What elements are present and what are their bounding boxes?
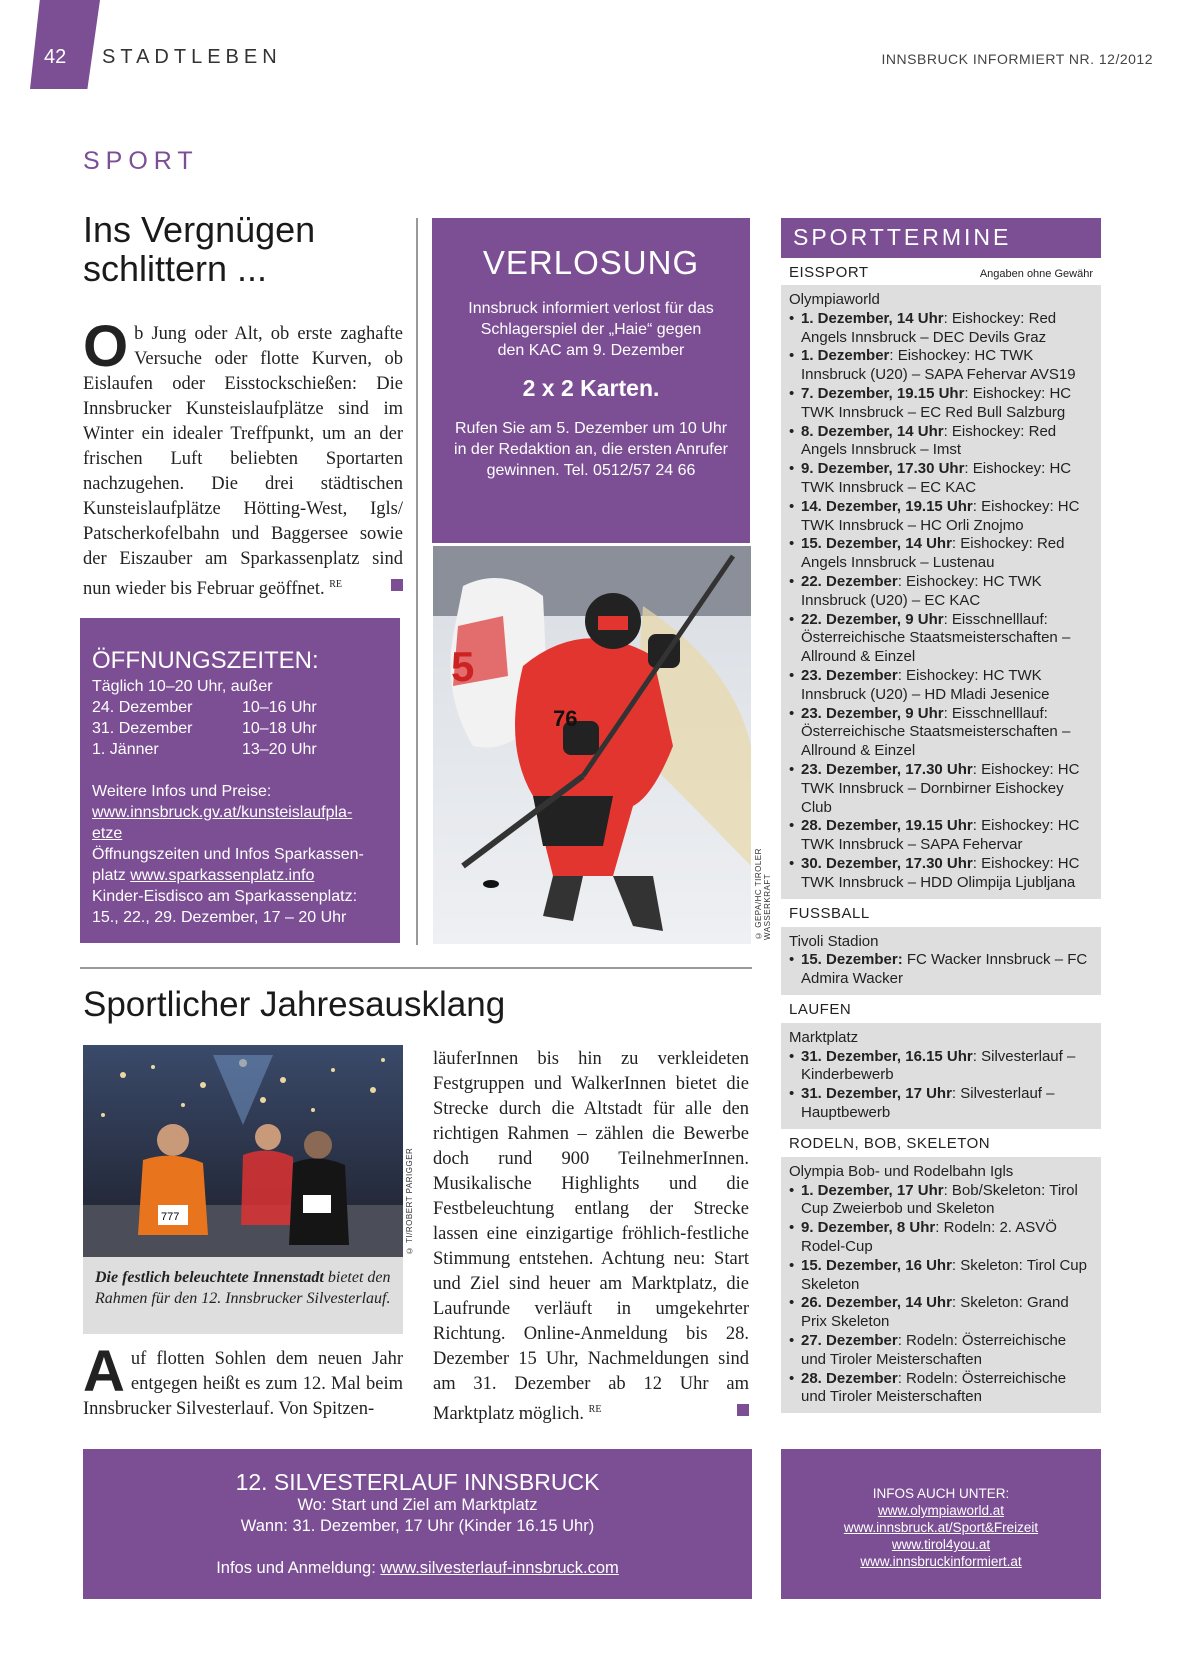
hockey-photo-credit: © GEPA/HC TIROLER WASSERKRAFT (754, 848, 772, 940)
article2-col2 (433, 1047, 749, 1427)
article2-text1: uf flotten Sohlen dem neuen Jahr entgegen heißt es zum 12. Mal beim Innsbrucker Silvesterlauf. Von Spitzen- (83, 1349, 403, 1419)
run-illustration (83, 1045, 403, 1257)
jersey-number: 76 (553, 706, 578, 731)
infos-title: INFOS AUCH UNTER: (872, 1486, 1010, 1501)
list-item: • 7. Dezember, 19.15 Uhr: Eishockey: HC TWK Innsbruck – EC Red Bull Salzburg (789, 385, 1093, 423)
olympiaworld-link[interactable]: www.olympiaworld.at (877, 1503, 1005, 1518)
article1-author: RE (329, 579, 343, 590)
hockey-illustration (433, 546, 751, 944)
article1-headline: Ins Vergnügen schlittern ... (83, 209, 316, 289)
sparkassen-link[interactable]: www.sparkassenplatz.info (130, 867, 315, 884)
row-time: 13–20 Uhr (242, 741, 317, 758)
silvesterlauf-when: Wann: 31. Dezember, 17 Uhr (Kinder 16.15 Uhr) (240, 1517, 595, 1535)
row-date: 24. Dezember (92, 699, 193, 716)
back-jersey-number: 5 (451, 643, 475, 690)
article1-body (83, 314, 403, 602)
silvesterlauf-box (83, 1449, 752, 1599)
category-eissport: EISSPORT (789, 264, 869, 281)
article2-author: RE (588, 1404, 602, 1415)
section-title: STADTLEBEN (102, 46, 282, 68)
raffle-text: Innsbruck informiert verlost für das Schlagerspiel der „Haie“ gegen den KAC am 9. Dezember (468, 300, 714, 359)
bib-number: 777 (161, 1211, 180, 1223)
venue: Olympiaworld (789, 291, 880, 308)
eisdisco-text: Kinder-Eisdisco am Sparkassenplatz: 15., 22., 29. Dezember, 17 – 20 Uhr (92, 888, 358, 926)
article1-text: b Jung oder Alt, ob erste zaghafte Versuche oder flotte Kurven, ob Eislaufen oder Eisstockschießen: Die Innsbrucker Kunsteislaufplätze sind im Winter ein idealer Treffpunkt, um an der frischen Luft beliebten Sportarten nachzugehen. Die drei städtischen Kunsteislaufplätze Hötting-West, Igls/ Patscherkofelbahn und Baggersee sowie der Eiszauber am Sparkassenplatz sind nun wieder bis Februar geöffnet. (83, 324, 403, 600)
list-item: • 9. Dezember, 8 Uhr: Rodeln: 2. ASVÖ Rodel-Cup (789, 1219, 1093, 1257)
silvesterlauf-info-label: Infos und Anmeldung: (216, 1559, 381, 1577)
list-item: • 1. Dezember, 17 Uhr: Bob/Skeleton: Tirol Cup Zweierbob und Skeleton (789, 1182, 1093, 1220)
category-rodeln: RODELN, BOB, SKELETON (789, 1134, 991, 1152)
list-item: • 23. Dezember, 17.30 Uhr: Eishockey: HC TWK Innsbruck – Dornbirner Eishockey Club (789, 761, 1093, 817)
run-photo-credit: © TI/ROBERT PARIGGER (405, 1147, 414, 1255)
sporttermine-header: SPORTTERMINE (781, 218, 1101, 258)
end-mark (737, 1404, 749, 1416)
section-divider (80, 967, 752, 969)
more-info-label: Weitere Infos und Preise: (92, 783, 272, 800)
opening-hours-row (92, 718, 388, 739)
caption-bold: Die festlich beleuchtete Innenstadt (95, 1269, 324, 1286)
innsbruck-sport-link[interactable]: www.innsbruck.at/Sport&Freizeit (843, 1520, 1039, 1535)
list-item: • 22. Dezember: Eishockey: HC TWK Innsbruck (U20) – EC KAC (789, 573, 1093, 611)
article2-text2: läuferInnen bis hin zu verkleideten Festgruppen und WalkerInnen bietet die Strecke durch die Altstadt für alle den richtigen Rahmen – zählen die Bewerbe doch rund 900 TeilnehmerInnen. Musikalische Highlights und die Festbeleuchtung entlang der Strecke lassen eine einzigartige fröhlich-festliche Stimmung entstehen. Achtung neu: Start und Ziel sind heuer am Marktplatz, die Laufrunde verläuft in umgekehrter Richtung. Online-Anmeldung bis 28. Dezember 15 Uhr, Nachmeldungen sind am 31. Dezember ab 12 Uhr am Marktplatz möglich. (433, 1049, 749, 1425)
list-item: • 23. Dezember: Eishockey: HC TWK Innsbruck (U20) – HD Mladi Jesenice (789, 667, 1093, 705)
venue: Olympia Bob- und Rodelbahn Igls (789, 1162, 1014, 1180)
page-number-tab (30, 0, 100, 89)
list-item: • 9. Dezember, 17.30 Uhr: Eishockey: HC TWK Innsbruck – EC KAC (789, 460, 1093, 498)
list-item: • 1. Dezember, 14 Uhr: Eishockey: Red Angels Innsbruck – DEC Devils Graz (789, 310, 1093, 348)
raffle-box (432, 218, 750, 543)
list-item: • 27. Dezember: Rodeln: Österreichische und Tiroler Meisterschaften (789, 1332, 1093, 1370)
list-item: • 1. Dezember: Eishockey: HC TWK Innsbruck (U20) – SAPA Fehervar AVS19 (789, 347, 1093, 385)
article2-dropcap: A (83, 1339, 125, 1404)
venue: Marktplatz (789, 1028, 859, 1046)
category-laufen: LAUFEN (789, 1000, 852, 1018)
silvesterlauf-where: Wo: Start und Ziel am Marktplatz (297, 1496, 538, 1514)
silvesterlauf-title: 12. SILVESTERLAUF INNSBRUCK (235, 1469, 600, 1495)
list-item: • 22. Dezember, 9 Uhr: Eisschnelllauf: Österreichische Staatsmeisterschaften – Allround & Einzel (789, 611, 1093, 667)
row-time: 10–16 Uhr (242, 699, 317, 716)
eissport-box (781, 285, 1101, 899)
category-fussball: FUSSBALL (789, 904, 870, 922)
end-mark (391, 579, 403, 591)
laufen-box (781, 1023, 1101, 1129)
silvesterlauf-link[interactable]: www.silvesterlauf-innsbruck.com (380, 1559, 619, 1577)
list-item: • 23. Dezember, 9 Uhr: Eisschnelllauf: Österreichische Staatsmeisterschaften – Allround & Einzel (789, 705, 1093, 761)
hockey-photo (433, 546, 751, 944)
sparkassen-label: Öffnungszeiten und Infos Sparkassen-platz (92, 846, 364, 884)
list-item: • 14. Dezember, 19.15 Uhr: Eishockey: HC TWK Innsbruck – HC Orli Znojmo (789, 498, 1093, 536)
article2-headline: Sportlicher Jahresausklang (83, 985, 506, 1024)
innsbruckinformiert-link[interactable]: www.innsbruckinformiert.at (860, 1554, 1022, 1569)
page-number: 42 (44, 46, 67, 68)
list-item: • 15. Dezember, 16 Uhr: Skeleton: Tirol Cup Skeleton (789, 1257, 1093, 1295)
fussball-list (789, 951, 1093, 989)
list-item: • 26. Dezember, 14 Uhr: Skeleton: Grand Prix Skeleton (789, 1294, 1093, 1332)
rodeln-box (781, 1157, 1101, 1413)
sport-kicker: SPORT (83, 147, 199, 175)
kunsteislauf-link[interactable]: www.innsbruck.gv.at/kunsteislaufpla-etze (92, 804, 353, 842)
list-item: • 30. Dezember, 17.30 Uhr: Eishockey: HC TWK Innsbruck – HDD Olimpija Ljubljana (789, 855, 1093, 893)
article2-col1 (83, 1339, 403, 1422)
row-time: 10–18 Uhr (242, 720, 317, 737)
list-item: • 28. Dezember: Rodeln: Österreichische und Tiroler Meisterschaften (789, 1370, 1093, 1408)
article1-dropcap: O (83, 314, 129, 379)
raffle-call: Rufen Sie am 5. Dezember um 10 Uhr in der Redaktion an, die ersten Anrufer gewinnen. Tel. 0512/57 24 66 (454, 420, 728, 479)
run-photo-caption (83, 1257, 403, 1334)
infos-box (781, 1449, 1101, 1599)
list-item: • 8. Dezember, 14 Uhr: Eishockey: Red Angels Innsbruck – Imst (789, 423, 1093, 461)
raffle-prize: 2 x 2 Karten. (522, 375, 660, 401)
fussball-box (781, 927, 1101, 995)
run-photo (83, 1045, 403, 1257)
caption-text: bietet den Rahmen für den 12. Innsbrucker Silvesterlauf. (95, 1269, 391, 1307)
list-item: • 31. Dezember, 16.15 Uhr: Silvesterlauf – Kinderbewerb (789, 1048, 1093, 1086)
opening-hours-intro: Täglich 10–20 Uhr, außer (92, 678, 273, 695)
rodeln-list (789, 1182, 1093, 1408)
opening-hours-box (80, 618, 400, 943)
row-date: 31. Dezember (92, 720, 193, 737)
opening-hours-row (92, 697, 388, 718)
laufen-list (789, 1048, 1093, 1123)
disclaimer: Angaben ohne Gewähr (979, 268, 1093, 280)
list-item: • 15. Dezember: FC Wacker Innsbruck – FC Admira Wacker (789, 951, 1093, 989)
list-item: • 15. Dezember, 14 Uhr: Eishockey: Red Angels Innsbruck – Lustenau (789, 535, 1093, 573)
tirol4you-link[interactable]: www.tirol4you.at (891, 1537, 991, 1552)
eissport-list (789, 310, 1093, 893)
opening-hours-title: ÖFFNUNGSZEITEN: (92, 647, 319, 674)
raffle-title: VERLOSUNG (482, 244, 700, 281)
issue-label: INNSBRUCK INFORMIERT NR. 12/2012 (881, 51, 1153, 67)
column-divider (416, 218, 418, 945)
venue: Tivoli Stadion (789, 932, 879, 950)
opening-hours-row (92, 739, 388, 760)
sporttermine-list (781, 262, 1101, 1413)
list-item: • 31. Dezember, 17 Uhr: Silvesterlauf – Hauptbewerb (789, 1085, 1093, 1123)
row-date: 1. Jänner (92, 741, 159, 758)
list-item: • 28. Dezember, 19.15 Uhr: Eishockey: HC TWK Innsbruck – SAPA Fehervar (789, 817, 1093, 855)
